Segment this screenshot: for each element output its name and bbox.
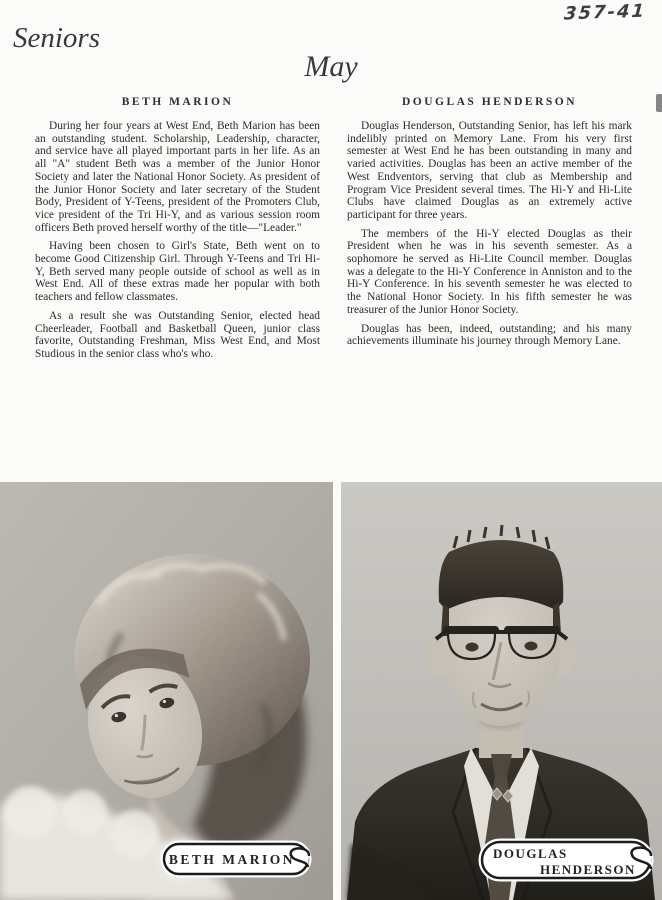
douglas-right-eye bbox=[525, 642, 538, 651]
month-heading: May bbox=[304, 50, 358, 83]
beth-paragraph-2: Having been chosen to Girl's State, Beth went on to become Good Citizenship Girl. Through Y-Teens and Tri Hi-Y, Beth served many people outside of school as well as in West End. All of these extras made her popular with both teachers and fellow classmates. bbox=[35, 240, 320, 304]
beth-nameplate-label: BETH MARION bbox=[168, 852, 296, 867]
douglas-paragraph-2: The members of the Hi-Y elected Douglas as their President when he was in his seventh semester. As a sophomore he served as Hi-Lite Council member. Douglas was a delegate to the Hi-Y Conference in Anniston and to the Hi-Y Conference. In his seventh semester he was elected to the National Honor Society. In his fifth semester he was treasurer of the Junior Honor Society. bbox=[347, 227, 632, 316]
two-column-text bbox=[35, 96, 632, 367]
douglas-column-header: DOUGLAS HENDERSON bbox=[401, 96, 578, 108]
scan-smudge bbox=[656, 94, 662, 112]
douglas-nameplate bbox=[478, 836, 662, 884]
handwritten-page-number: 357-41 bbox=[563, 0, 647, 25]
beth-paragraph-1: During her four years at West End, Beth Marion has been an outstanding student. Scholarship, Leadership, character, and service have all played important parts in her life. As an all "A" student Beth was a member of the Junior Honor Society and later the National Honor Society. As president of the Junior Honor Society and later secretary of the Student Body, President of Y-Teens, president of the Promoters Club, vice president of the Tri Hi-Y, and as various session room officers Beth proved herself worthy of the title—"Leader." bbox=[35, 120, 320, 234]
douglas-nameplate-line1: DOUGLAS bbox=[493, 846, 568, 861]
douglas-henderson-column bbox=[347, 96, 632, 367]
douglas-left-eye bbox=[466, 643, 479, 652]
douglas-nameplate-line2: HENDERSON bbox=[540, 862, 636, 877]
douglas-henderson-photo bbox=[341, 482, 662, 900]
beth-marion-column bbox=[35, 96, 320, 367]
beth-paragraph-3: As a result she was Outstanding Senior, elected head Cheerleader, Football and Basketball Queen, junior class favorite, Outstanding Freshman, Miss West End, and Most Studious in the senior class who's who. bbox=[35, 309, 320, 360]
section-title: Seniors bbox=[13, 22, 100, 54]
douglas-paragraph-3: Douglas has been, indeed, outstanding; and his many achievements illuminate his journey through Memory Lane. bbox=[347, 322, 632, 348]
douglas-paragraph-1: Douglas Henderson, Outstanding Senior, has left his mark indelibly printed on Memory Lane. From his very first semester at West End he has been outstanding in many and varied activities. Douglas has been an active member of the West Endventors, serving that club as Membership and Program Vice President several times. The Hi-Y and Hi-Lite Clubs have claimed Douglas as an extremely active participant for three years. bbox=[347, 120, 632, 221]
beth-nameplate bbox=[160, 838, 320, 880]
beth-column-header: BETH MARION bbox=[121, 96, 234, 108]
beth-marion-photo bbox=[0, 482, 333, 900]
